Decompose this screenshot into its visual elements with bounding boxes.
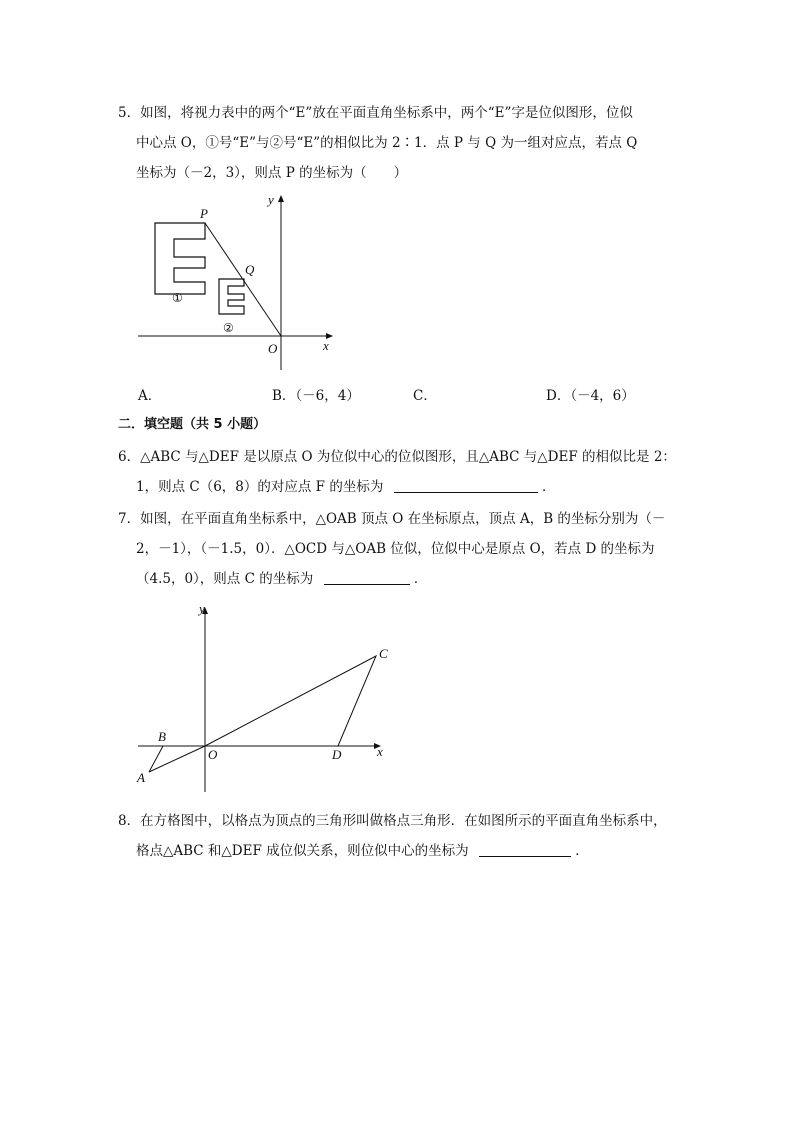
q7-figure bbox=[130, 598, 400, 798]
q7-label-b: B bbox=[158, 729, 166, 744]
q7-answer-blank[interactable] bbox=[324, 570, 410, 585]
q8-line-2 bbox=[136, 841, 589, 861]
q6-line-2-text: 1，则点 C（6，8）的对应点 F 的坐标为 bbox=[136, 479, 384, 495]
q7-line-1: 7．如图，在平面直角坐标系中，△OAB 顶点 O 在坐标原点，顶点 A，B 的坐标分别为（－ bbox=[118, 511, 666, 527]
big-e-shape bbox=[155, 223, 205, 294]
q6-line-2 bbox=[136, 477, 555, 497]
label-p: P bbox=[200, 206, 208, 221]
q7-label-x: x bbox=[377, 744, 383, 759]
q5-figure bbox=[130, 190, 350, 375]
q8-answer-blank[interactable] bbox=[479, 842, 571, 857]
label-y: y bbox=[268, 192, 274, 207]
q6-line-1: 6．△ABC 与△DEF 是以原点 O 为位似中心的位似图形，且△ABC 与△DEF 的相似比是 2： bbox=[118, 449, 676, 465]
q5-y-arrow-icon bbox=[278, 195, 284, 202]
option-b[interactable]: B．（－6，4） bbox=[272, 388, 360, 404]
label-x: x bbox=[323, 338, 329, 353]
label-o: O bbox=[268, 341, 278, 356]
option-c[interactable]: C． bbox=[413, 388, 437, 404]
q8-line-2-end: ． bbox=[575, 843, 589, 859]
q5-line-3: 坐标为（－2，3），则点 P 的坐标为（ ） bbox=[136, 165, 408, 181]
section-title: 二．填空题（共 5 小题） bbox=[118, 417, 267, 432]
q7-label-y: y bbox=[199, 601, 205, 616]
q7-line-2: 2，－1），（－1.5，0）．△OCD 与△OAB 位似，位似中心是原点 O，若点 D 的坐标为 bbox=[136, 541, 655, 557]
q6-answer-blank[interactable] bbox=[394, 478, 538, 493]
q5-line-1: 5．如图，将视力表中的两个“E”放在平面直角坐标系中，两个“E”字是位似图形，位似 bbox=[118, 105, 633, 121]
q8-line-2-text: 格点△ABC 和△DEF 成位似关系，则位似中心的坐标为 bbox=[136, 843, 469, 859]
q7-line-3-text: （4.5，0），则点 C 的坐标为 bbox=[136, 571, 314, 587]
q7-label-d: D bbox=[332, 747, 342, 762]
q7-label-c: C bbox=[379, 646, 388, 661]
triangle-ocd bbox=[205, 656, 376, 746]
label-circle-2: ② bbox=[223, 321, 234, 335]
triangle-oab bbox=[149, 746, 205, 772]
q7-line-3-end: ． bbox=[413, 571, 428, 587]
q8-line-1: 8．在方格图中，以格点为顶点的三角形叫做格点三角形．在如图所示的平面直角坐标系中， bbox=[118, 813, 667, 829]
q7-label-o: O bbox=[208, 747, 218, 762]
option-d[interactable]: D．（－4，6） bbox=[546, 388, 635, 404]
line-po bbox=[205, 223, 281, 336]
q6-line-2-end: ． bbox=[541, 479, 556, 495]
option-a[interactable]: A． bbox=[138, 388, 162, 404]
q7-label-a: A bbox=[137, 770, 145, 785]
label-q: Q bbox=[245, 262, 255, 277]
small-e-shape bbox=[219, 279, 244, 314]
q7-line-3 bbox=[136, 569, 427, 589]
q5-line-2: 中心点 O，①号“E”与②号“E”的相似比为 2∶1．点 P 与 Q 为一组对应点，若点 Q bbox=[136, 135, 638, 151]
label-circle-1: ① bbox=[172, 291, 183, 305]
